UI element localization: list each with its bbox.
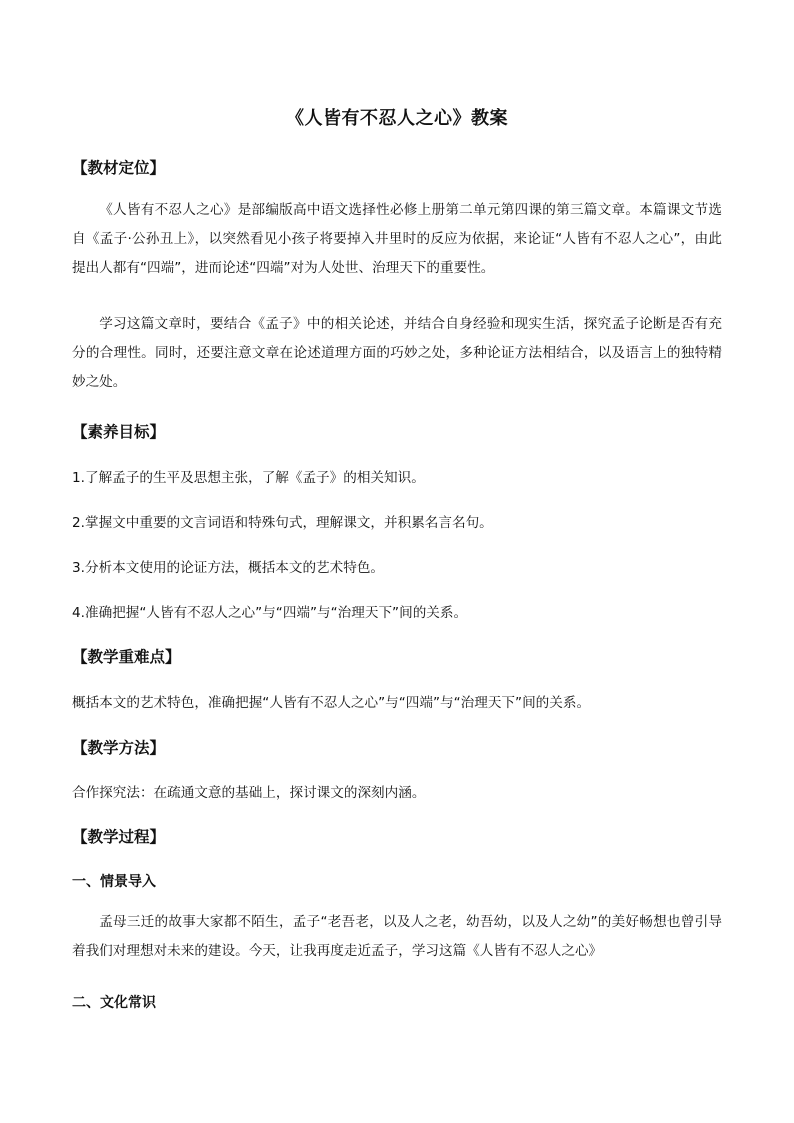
goal-item-1: 1.了解孟子的生平及思想主张，了解《孟子》的相关知识。 — [72, 470, 425, 486]
goal-item-2: 2.掌握文中重要的文言词语和特殊句式，理解课文，并积累名言名句。 — [72, 515, 493, 531]
positioning-paragraph-2: 学习这篇文章时，要结合《孟子》中的相关论述，并结合自身经验和现实生活，探究孟子论断是否有充分的合理性。同时，还要注意文章在论述道理方面的巧妙之处，多种论证方法相结合，以及语言上的独特精妙之处。 — [72, 316, 722, 390]
section-heading-positioning: 【教材定位】 — [72, 159, 166, 177]
section-heading-keypoints: 【教学重难点】 — [72, 648, 181, 666]
positioning-paragraph-1: 《人皆有不忍人之心》是部编版高中语文选择性必修上册第二单元第四课的第三篇文章。本篇课文节选自《孟子·公孙丑上》，以突然看见小孩子将要掉入井里时的反应为依据，来论证“人皆有不忍人之心”，由此提出人都有“四端”，进而论述“四端”对为人处世、治理天下的重要性。 — [72, 202, 722, 276]
goal-item-4: 4.准确把握“人皆有不忍人之心”与“四端”与“治理天下”间的关系。 — [72, 605, 468, 621]
goal-item-3: 3.分析本文使用的论证方法，概括本文的艺术特色。 — [72, 560, 385, 576]
process-subheading-2: 二、文化常识 — [72, 995, 156, 1011]
section-heading-process: 【教学过程】 — [72, 828, 166, 846]
process-intro-paragraph: 孟母三迁的故事大家都不陌生，孟子“老吾老，以及人之老，幼吾幼，以及人之幼”的美好畅想也曾引导着我们对理想对未来的建设。今天，让我再度走近孟子，学习这篇《人皆有不忍人之心》 — [72, 914, 722, 959]
keypoints-text: 概括本文的艺术特色，准确把握“人皆有不忍人之心”与“四端”与“治理天下”间的关系。 — [72, 695, 591, 711]
methods-text: 合作探究法：在疏通文意的基础上，探讨课文的深刻内涵。 — [72, 785, 426, 801]
section-heading-methods: 【教学方法】 — [72, 739, 166, 757]
section-heading-goals: 【素养目标】 — [72, 423, 166, 441]
process-subheading-1: 一、情景导入 — [72, 874, 156, 890]
page-title: 《人皆有不忍人之心》教案 — [286, 108, 508, 129]
